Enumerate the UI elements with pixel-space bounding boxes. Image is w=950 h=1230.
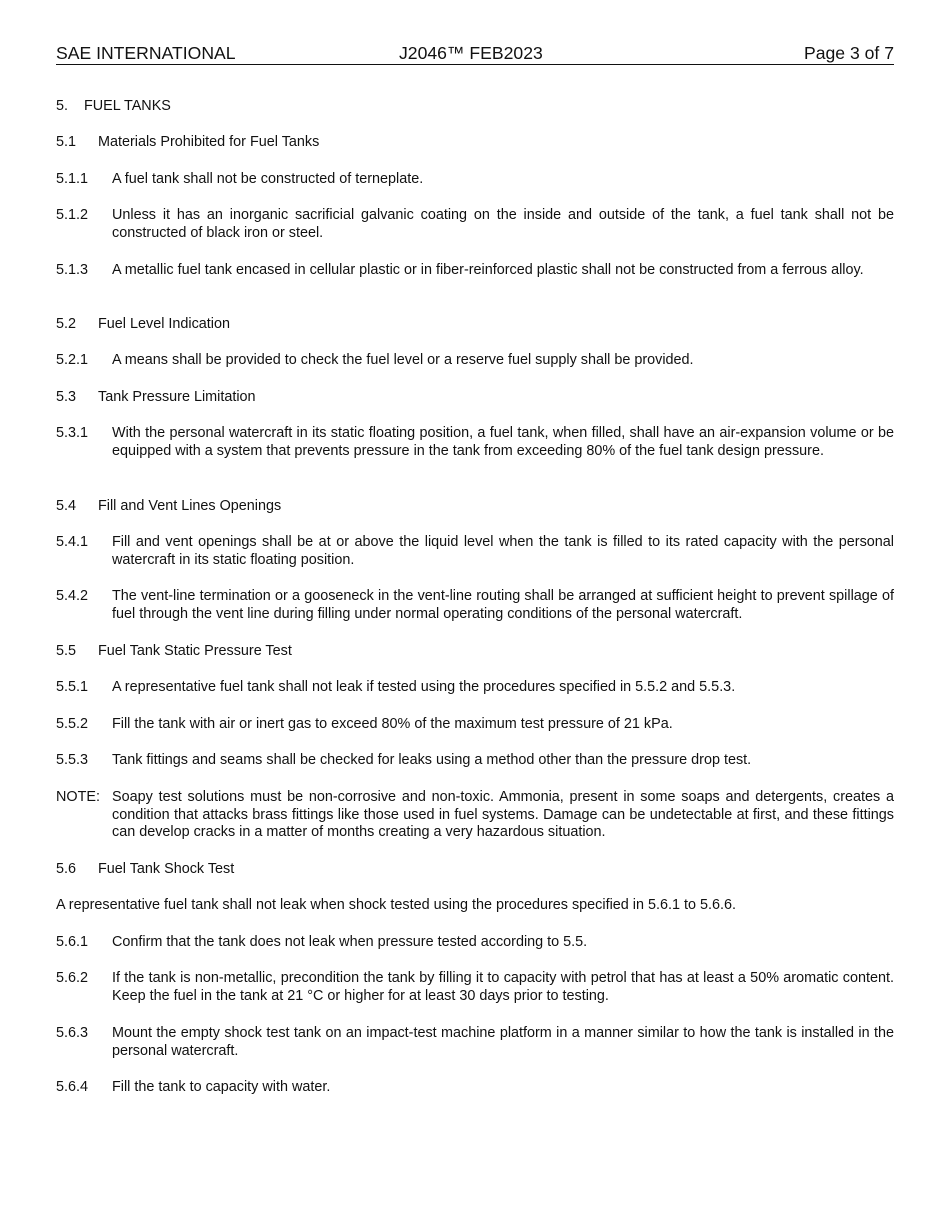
section-title: FUEL TANKS [84, 98, 171, 114]
clause-number: 5.3.1 [56, 425, 89, 441]
clause-number: 5.6.4 [56, 1079, 89, 1095]
section-title: Materials Prohibited for Fuel Tanks [98, 134, 320, 150]
clause-text: A representative fuel tank shall not leak if tested using the procedures specified in 5.5.2 and 5.5.3. [112, 679, 736, 695]
clause-text: If the tank is non-metallic, precondition the tank by filling it to capacity with petrol that has at least a 50% aromatic content. Keep the fuel in the tank at 21 °C or higher for at least 30 days prior to testing. [112, 970, 894, 1004]
clause-5-4-2 [56, 588, 894, 623]
clause-number: 5.6.3 [56, 1025, 89, 1041]
clause-number: 5.6.2 [56, 970, 89, 986]
clause-5-2-1 [56, 352, 894, 370]
clause-5-6-1 [56, 934, 894, 952]
clause-5-3-1 [56, 425, 894, 460]
clause-text: Fill the tank to capacity with water. [112, 1079, 331, 1095]
header-document-id: J2046™ FEB2023 [399, 43, 543, 63]
note-text: Soapy test solutions must be non-corrosive and non-toxic. Ammonia, present in some soaps and detergents, creates a condition that attacks brass fittings like those used in fuel systems. Damage can be undetectable at first, and these fittings can develop cracks in a matter of months creating a very hazardous situation. [112, 789, 894, 840]
clause-number: 5.4.1 [56, 534, 89, 550]
section-number: 5.2 [56, 316, 77, 332]
clause-number: 5.5.2 [56, 716, 89, 732]
paragraph-text: A representative fuel tank shall not leak when shock tested using the procedures specified in 5.6.1 to 5.6.6. [56, 897, 736, 913]
section-number: 5.3 [56, 389, 77, 405]
clause-text: Fill the tank with air or inert gas to exceed 80% of the maximum test pressure of 21 kPa. [112, 716, 673, 732]
clause-5-1-2 [56, 207, 894, 242]
clause-text: Unless it has an inorganic sacrificial galvanic coating on the inside and outside of the tank, a fuel tank shall not be constructed of black iron or steel. [112, 207, 894, 241]
clause-text: Confirm that the tank does not leak when pressure tested according to 5.5. [112, 934, 588, 950]
clause-5-5-3 [56, 752, 894, 770]
section-number: 5.5 [56, 643, 77, 659]
clause-number: 5.5.1 [56, 679, 89, 695]
clause-number: 5.1.2 [56, 207, 89, 223]
section-number: 5.6 [56, 861, 77, 877]
clause-number: 5.6.1 [56, 934, 89, 950]
clause-number: 5.5.3 [56, 752, 89, 768]
clause-text: With the personal watercraft in its static floating position, a fuel tank, when filled, shall have an air-expansion volume or be equipped with a system that prevents pressure in the tank from exceeding 80% of the fuel tank design pressure. [112, 425, 894, 459]
clause-text: A metallic fuel tank encased in cellular plastic or in fiber-reinforced plastic shall not be constructed from a ferrous alloy. [112, 262, 864, 278]
section-title: Fuel Tank Static Pressure Test [98, 643, 292, 659]
clause-number: 5.4.2 [56, 588, 89, 604]
clause-number: 5.2.1 [56, 352, 89, 368]
clause-text: Tank fittings and seams shall be checked for leaks using a method other than the pressure drop test. [112, 752, 752, 768]
clause-5-5-2 [56, 716, 894, 734]
clause-5-5-1 [56, 679, 894, 697]
section-number: 5.4 [56, 498, 77, 514]
clause-5-4-1 [56, 534, 894, 569]
clause-text: The vent-line termination or a gooseneck in the vent-line routing shall be arranged at sufficient height to prevent spillage of fuel through the vent line during filling under normal operating conditions of the personal watercraft. [112, 588, 894, 622]
clause-text: Fill and vent openings shall be at or above the liquid level when the tank is filled to its rated capacity with the personal watercraft in its static floating position. [112, 534, 894, 568]
page-header [56, 43, 894, 65]
clause-text: Mount the empty shock test tank on an impact-test machine platform in a manner similar to how the tank is installed in the personal watercraft. [112, 1025, 894, 1059]
note-label: NOTE: [56, 789, 100, 805]
clause-5-6-3 [56, 1025, 894, 1060]
section-number: 5.1 [56, 134, 77, 150]
intro-paragraph-5-6 [56, 897, 894, 915]
header-page-number: Page 3 of 7 [804, 43, 894, 63]
section-title: Fuel Tank Shock Test [98, 861, 235, 877]
section-title: Fuel Level Indication [98, 316, 230, 332]
note-block [56, 789, 894, 842]
clause-text: A means shall be provided to check the fuel level or a reserve fuel supply shall be provided. [112, 352, 694, 368]
clause-5-6-2 [56, 970, 894, 1005]
clause-5-6-4 [56, 1079, 894, 1097]
clause-5-1-1 [56, 171, 894, 189]
clause-number: 5.1.3 [56, 262, 89, 278]
clause-number: 5.1.1 [56, 171, 89, 187]
clause-5-1-3 [56, 262, 894, 280]
section-title: Fill and Vent Lines Openings [98, 498, 282, 514]
section-number: 5. [56, 98, 69, 114]
section-title: Tank Pressure Limitation [98, 389, 256, 405]
header-organization: SAE INTERNATIONAL [56, 43, 236, 63]
clause-text: A fuel tank shall not be constructed of terneplate. [112, 171, 424, 187]
